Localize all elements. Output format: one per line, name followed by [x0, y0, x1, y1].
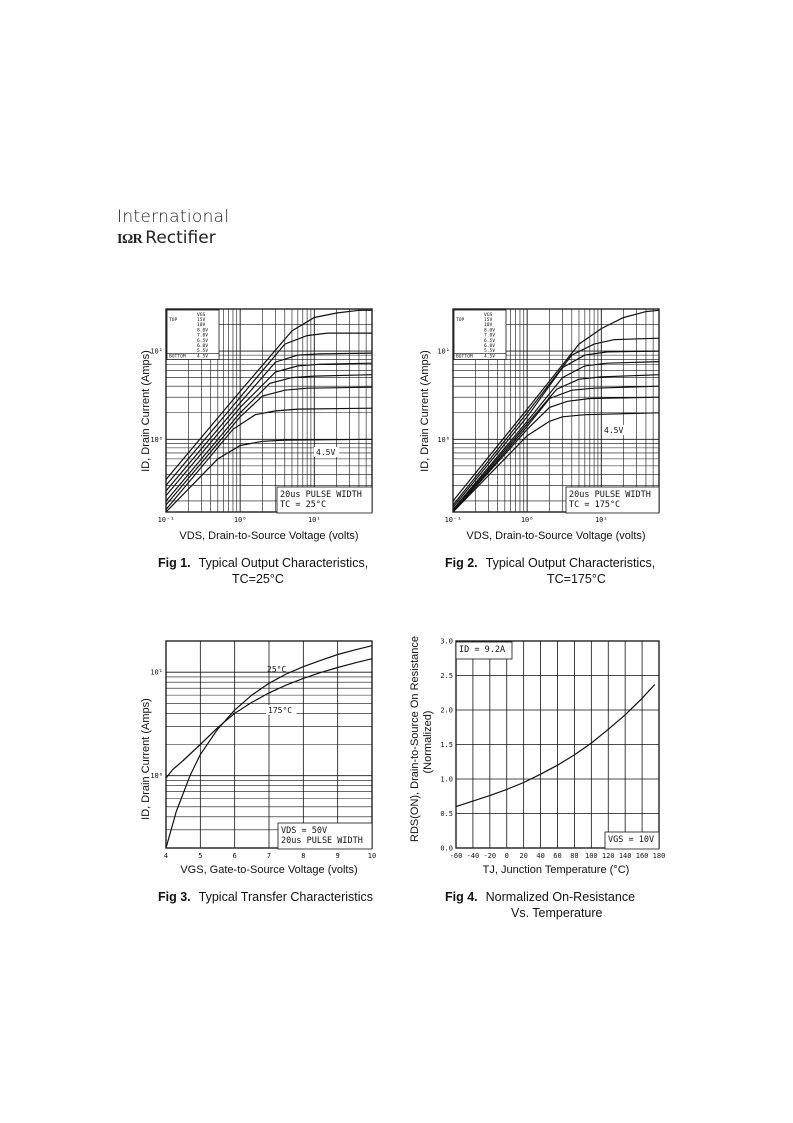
fig4-x-tick-label: 140 [618, 852, 632, 860]
fig4-y-tick-label: 3.0 [440, 637, 453, 646]
fig1-y-tick-label: 10⁰ [150, 435, 163, 444]
fig3-caption-label: Fig 3. [158, 890, 191, 904]
fig1-y-tick-label: 10¹ [150, 347, 163, 356]
fig1-legend-entry: 15V [197, 318, 206, 323]
fig2-y-tick-label: 10¹ [437, 347, 450, 356]
fig4-ylabel: RDS(ON), Drain-to-Source On Resistance [409, 635, 421, 842]
fig3-x-tick-label: 8 [301, 852, 306, 860]
fig1-caption-label: Fig 1. [158, 556, 191, 570]
fig4-caption-line2: Vs. Temperature [511, 906, 603, 920]
fig3-y-tick-label: 10⁰ [150, 772, 163, 781]
fig1-legend-tag: BOTTOM [169, 354, 186, 360]
fig3-y-tick-label: 10¹ [150, 668, 163, 677]
fig4-x-tick-label: -60 [449, 852, 463, 860]
fig1-note-line-1: 20us PULSE WIDTH [280, 490, 362, 500]
fig1-legend-entry: 8.0V [197, 328, 209, 334]
fig1-x-tick-label: 10⁰ [233, 516, 247, 524]
fig4-y-tick-label: 1.5 [440, 741, 453, 749]
fig1-series-4 [166, 363, 372, 495]
fig3-caption-line1: Typical Transfer Characteristics [198, 890, 374, 904]
fig4-x-tick-label: 160 [635, 852, 649, 860]
fig4-y-tick-label: 2.0 [440, 706, 453, 715]
fig1-legend-entry: 5.5V [197, 349, 209, 355]
fig1-xlabel: VDS, Drain-to-Source Voltage (volts) [179, 530, 359, 542]
fig2-curve-label: 4.5V [604, 426, 624, 435]
fig1-series-5 [166, 375, 372, 501]
fig2-x-tick-label: 10⁻¹ [444, 516, 462, 524]
fig3-x-tick-label: 7 [266, 852, 272, 860]
fig2-legend-entry: 10V [484, 323, 493, 329]
fig2-legend-header: VGS [484, 313, 493, 318]
fig1-caption-line1: Typical Output Characteristics, [198, 556, 369, 570]
fig4-x-tick-label: -40 [466, 852, 480, 860]
fig2-x-tick-label: 10⁰ [520, 516, 534, 524]
fig4-vgs-note-line-1: VGS = 10V [608, 835, 655, 845]
fig2-legend-entry: 4.5V [484, 354, 496, 360]
fig2-legend-entry: 8.0V [484, 328, 496, 334]
fig4-x-tick-label: 180 [652, 852, 666, 860]
fig1-legend-header: VGS [197, 313, 206, 318]
fig4-x-tick-label: -20 [483, 852, 497, 860]
fig2-caption-label: Fig 2. [445, 556, 478, 570]
fig3-x-tick-label: 4 [163, 852, 169, 860]
fig1-note-line-2: TC = 25°C [280, 500, 327, 510]
fig2-caption-line1: Typical Output Characteristics, [485, 556, 656, 570]
fig3-note-line-2: 20us PULSE WIDTH [281, 836, 363, 846]
fig4-caption-label: Fig 4. [445, 890, 478, 904]
fig3-x-tick-label: 9 [335, 852, 340, 860]
fig2-legend-entry: 6.5V [484, 338, 496, 344]
fig2-legend-tag: BOTTOM [456, 354, 473, 360]
fig3-label-25c: 25°C [267, 665, 287, 674]
fig4-y-tick-label: 0.0 [440, 844, 453, 853]
fig1-legend-entry: 7.0V [197, 333, 209, 339]
fig3-xlabel: VGS, Gate-to-Source Voltage (volts) [180, 864, 358, 876]
fig4-y-tick-label: 1.0 [440, 775, 453, 784]
fig2-series-3 [453, 351, 659, 507]
fig4-x-tick-label: 20 [519, 852, 528, 860]
fig4-ylabel2: (Normalized) [422, 710, 434, 774]
fig2-legend-tag: TOP [456, 318, 465, 323]
fig3-x-tick-label: 6 [232, 852, 237, 860]
fig2-legend-entry: 15V [484, 318, 493, 323]
fig2-y-tick-label: 10⁰ [437, 435, 450, 444]
fig1-legend-entry: 10V [197, 323, 206, 329]
fig1-legend-entry: 6.0V [197, 344, 209, 349]
fig2-note-line-2: TC = 175°C [569, 500, 621, 510]
fig2-legend-entry: 5.5V [484, 349, 496, 355]
fig4-y-tick-label: 0.5 [440, 810, 453, 818]
fig2-note-line-1: 20us PULSE WIDTH [569, 490, 651, 500]
fig3-note-line-1: VDS = 50V [281, 826, 328, 836]
fig1-x-tick-label: 10¹ [307, 516, 321, 524]
fig1-curve-label: 4.5V [316, 448, 336, 457]
fig1-legend-tag: TOP [169, 318, 178, 323]
fig3-curve-label: 175°C [268, 706, 293, 715]
fig1-legend-entry: 6.5V [197, 338, 209, 344]
fig2-x-tick-label: 10¹ [594, 516, 608, 524]
fig2-ylabel: ID, Drain Current (Amps) [419, 350, 431, 472]
fig1-series-3 [166, 353, 372, 491]
fig1-ylabel: ID, Drain Current (Amps) [140, 350, 152, 472]
fig2-xlabel: VDS, Drain-to-Source Voltage (volts) [466, 530, 646, 542]
fig2-caption-line2: TC=175°C [547, 572, 606, 586]
fig4-x-tick-label: 60 [553, 852, 562, 860]
fig4-note-line-1: ID = 9.2A [459, 645, 506, 655]
fig3-x-tick-label: 10 [367, 852, 377, 860]
fig4-y-tick-label: 2.5 [440, 672, 453, 680]
fig4-x-tick-label: 100 [585, 852, 598, 860]
fig4-x-tick-label: 40 [536, 852, 545, 860]
fig2-legend-entry: 7.0V [484, 333, 496, 339]
logo-text-bottom: Rectifier [145, 228, 216, 248]
fig2-legend-entry: 6.0V [484, 344, 496, 349]
fig1-x-tick-label: 10⁻¹ [157, 516, 175, 524]
fig1-caption-line2: TC=25°C [232, 572, 284, 586]
logo-mark: IΩR [117, 232, 143, 247]
fig3-ylabel: ID, Drain Current (Amps) [140, 698, 152, 820]
fig4-x-tick-label: 0 [504, 852, 509, 860]
fig4-x-tick-label: 80 [570, 852, 579, 860]
logo-text-top: International [117, 207, 230, 227]
fig1-legend-entry: 4.5V [197, 354, 209, 360]
fig4-x-tick-label: 120 [601, 852, 615, 860]
fig4-caption-line1: Normalized On-Resistance [485, 890, 636, 904]
fig4-xlabel: TJ, Junction Temperature (°C) [482, 864, 630, 876]
fig3-x-tick-label: 5 [198, 852, 203, 860]
